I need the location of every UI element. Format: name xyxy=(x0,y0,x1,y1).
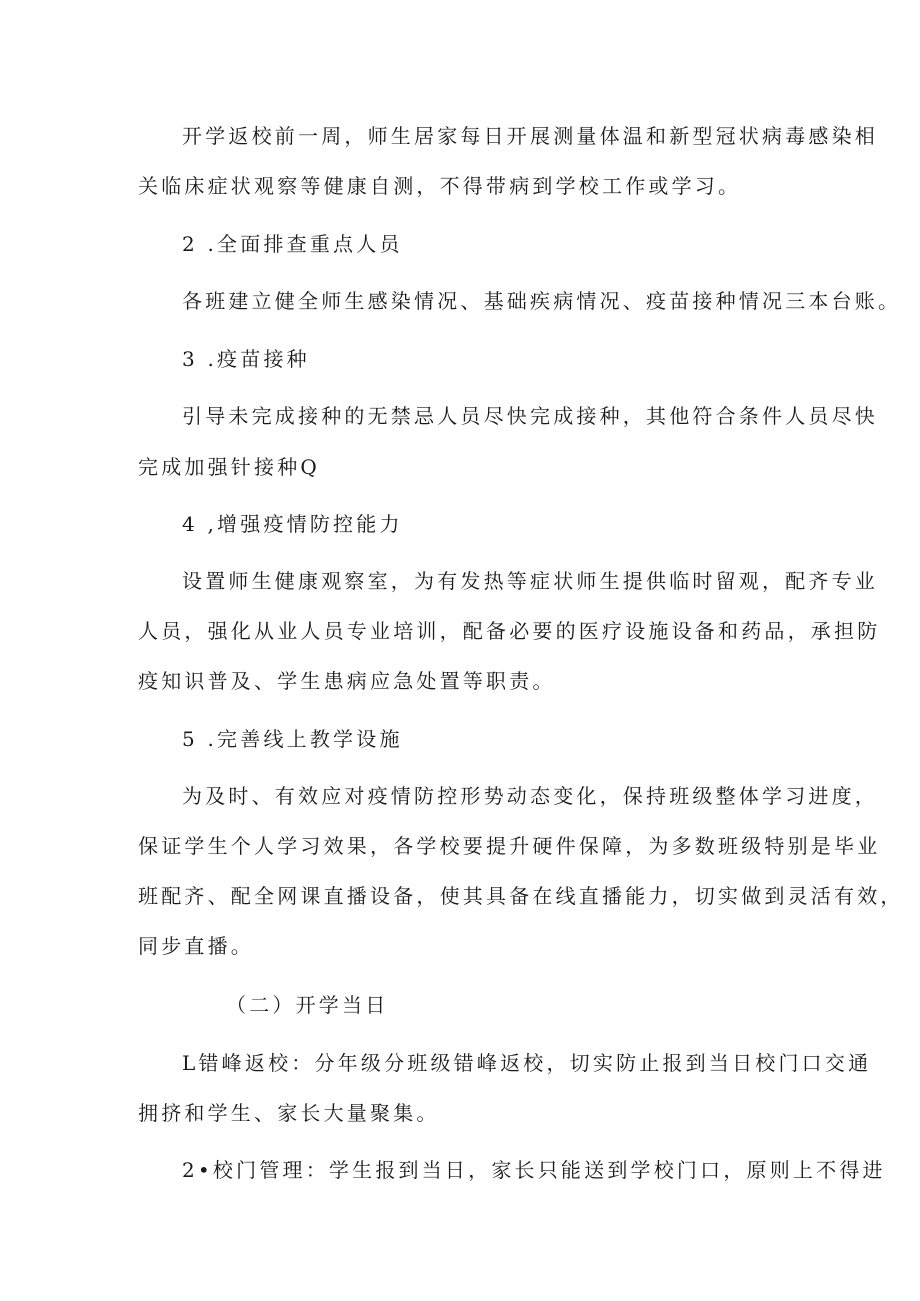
paragraph-line: 引导未完成接种的无禁忌人员尽快完成接种，其他符合条件人员尽快 xyxy=(182,404,878,428)
paragraph-line: 同步直播。 xyxy=(138,934,254,958)
paragraph-line: 拥挤和学生、家长大量聚集。 xyxy=(138,1101,440,1125)
paragraph-line: 为及时、有效应对疫情防控形势动态变化，保持班级整体学习进度， xyxy=(182,784,878,808)
section-heading: 2 .全面排查重点人员 xyxy=(182,232,403,256)
paragraph-line: L错峰返校：分年级分班级错峰返校，切实防止报到当日校门口交通 xyxy=(182,1051,872,1075)
section-heading: 4 ,增强疫情防控能力 xyxy=(182,512,403,536)
section-heading: 3 .疫苗接种 xyxy=(182,347,310,371)
paragraph-line: 疫知识普及、学生患病应急处置等职责。 xyxy=(138,669,556,693)
paragraph-line: 2•校门管理：学生报到当日，家长只能送到学校门口，原则上不得进 xyxy=(182,1158,886,1182)
paragraph-line: 开学返校前一周，师生居家每日开展测量体温和新型冠状病毒感染相 xyxy=(182,124,878,148)
section-heading: 5 .完善线上教学设施 xyxy=(182,727,403,751)
subsection-heading: （二）开学当日 xyxy=(226,993,389,1017)
paragraph-line: 班配齐、配全网课直播设备，使其具备在线直播能力，切实做到灵活有效， xyxy=(138,884,904,908)
paragraph-line: 关临床症状观察等健康自测，不得带病到学校工作或学习。 xyxy=(138,174,742,198)
paragraph-line: 人员，强化从业人员专业培训，配备必要的医疗设施设备和药品，承担防 xyxy=(138,619,881,643)
paragraph-line: 设置师生健康观察室，为有发热等症状师生提供临时留观，配齐专业 xyxy=(182,569,878,593)
paragraph-line: 各班建立健全师生感染情况、基础疾病情况、疫苗接种情况三本台账。 xyxy=(182,289,902,313)
paragraph-line: 保证学生个人学习效果，各学校要提升硬件保障，为多数班级特别是毕业 xyxy=(138,834,881,858)
paragraph-line: 完成加强针接种Q xyxy=(138,455,320,479)
